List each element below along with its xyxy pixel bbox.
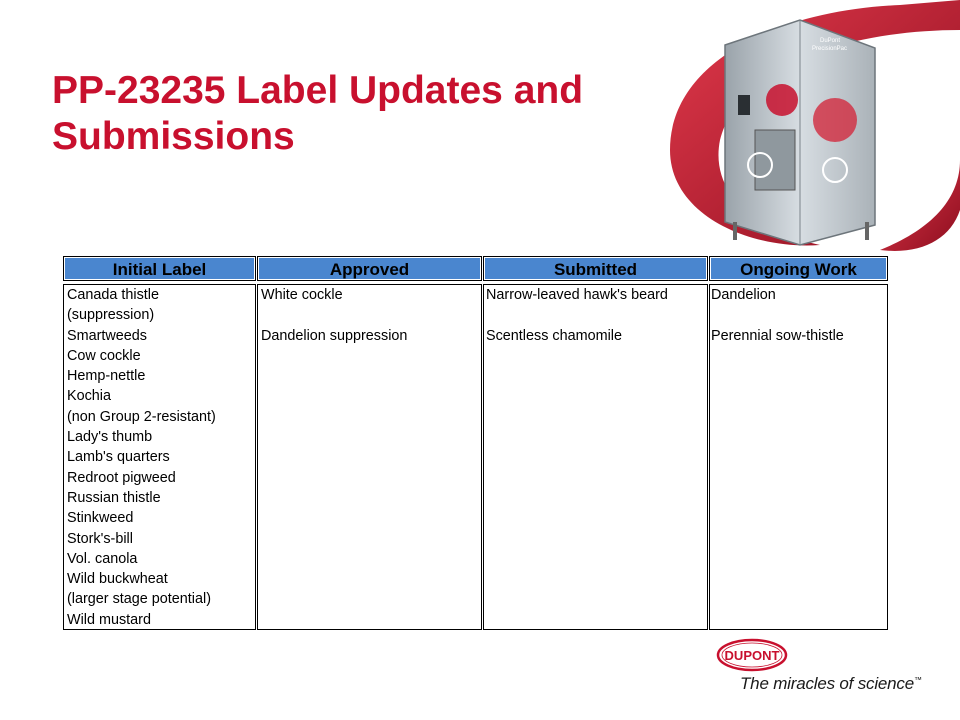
- list-item: (suppression): [67, 307, 155, 324]
- list-item: Canada thistle: [67, 287, 160, 303]
- list-item: [261, 305, 407, 325]
- list-item: Wild mustard: [67, 611, 151, 628]
- list-item: Stork's-bill: [67, 530, 133, 547]
- list-item: Dandelion: [711, 287, 776, 303]
- list-item: Lamb's quarters: [67, 449, 170, 466]
- list-item: Scentless chamomile: [486, 327, 622, 344]
- list-item: Cow cockle: [67, 347, 141, 364]
- title-line-1: PP-23235 Label Updates and: [52, 69, 584, 112]
- list-item: [486, 305, 668, 325]
- tagline-text: The miracles of science: [740, 674, 914, 693]
- weed-label-table: [63, 256, 888, 631]
- precisionpac-machine-image: [660, 0, 960, 260]
- list-item: Dandelion suppression: [261, 327, 408, 344]
- list-item: Vol. canola: [67, 550, 138, 567]
- list-item: (larger stage potential): [67, 591, 211, 608]
- header-ongoing-work: Ongoing Work: [709, 256, 888, 281]
- column-initial-label: [67, 285, 216, 630]
- title-line-2: Submissions: [52, 115, 295, 158]
- dupont-logo: [716, 638, 788, 672]
- list-item: Kochia: [67, 388, 112, 405]
- list-item: White cockle: [261, 287, 343, 303]
- list-item: (non Group 2-resistant): [67, 408, 216, 425]
- machine-body: [725, 20, 875, 245]
- machine-label-1: DuPont: [820, 38, 841, 44]
- header-approved: Approved: [257, 256, 482, 281]
- list-item: Stinkweed: [67, 510, 134, 527]
- column-submitted: [486, 285, 668, 346]
- list-item: Hemp-nettle: [67, 368, 146, 385]
- list-item: Perennial sow-thistle: [711, 327, 844, 344]
- list-item: [711, 305, 844, 325]
- list-item: Narrow-leaved hawk's beard: [486, 287, 668, 303]
- list-item: Russian thistle: [67, 489, 161, 506]
- header-submitted: Submitted: [483, 256, 708, 281]
- header-initial-label: Initial Label: [63, 256, 256, 281]
- column-ongoing-work: [711, 285, 844, 346]
- list-item: Wild buckwheat: [67, 571, 168, 588]
- trademark: ™: [913, 675, 922, 685]
- list-item: Smartweeds: [67, 327, 147, 344]
- list-item: Redroot pigweed: [67, 469, 176, 486]
- machine-label-2: PrecisionPac: [812, 46, 848, 52]
- list-item: Lady's thumb: [67, 429, 153, 446]
- logo-text: DUPONT: [724, 648, 780, 663]
- tagline: [740, 674, 922, 694]
- slide-title: [52, 68, 692, 160]
- column-approved: [261, 285, 407, 346]
